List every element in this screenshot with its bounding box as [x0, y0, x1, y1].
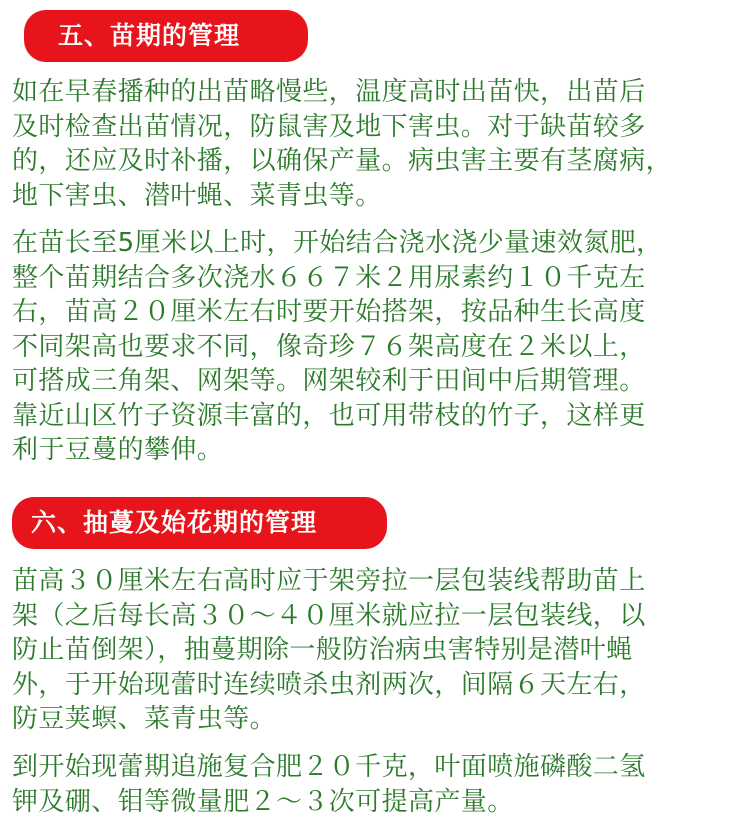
text-line: 架（之后每长高３０～４０厘米就应拉一层包装线，以 — [12, 600, 646, 631]
text-line: 利于豆蔓的攀伸。 — [12, 435, 224, 465]
section-5-paragraph-2 — [12, 226, 742, 468]
text-line: 防止苗倒架），抽蔓期除一般防治病虫害特别是潜叶蝇 — [12, 635, 633, 665]
text-line: 钾及硼、钼等微量肥２～３次可提高产量。 — [12, 786, 514, 817]
text-line: 不同架高也要求不同，像奇珍７６架高度在２米以上， — [12, 331, 646, 362]
text-line: 苗高３０厘米左右高时应于架旁拉一层包装线帮助苗上 — [12, 566, 646, 596]
section-6-paragraph-2 — [12, 750, 742, 819]
section-5-heading: 五、苗期的管理 — [24, 10, 308, 62]
text-line: 如在早春播种的出苗略慢些，温度高时出苗快，出苗后 — [12, 77, 646, 107]
text-line: 可搭成三角架、网架等。网架较利于田间中后期管理。 — [12, 366, 646, 396]
section-6-paragraph-1 — [12, 564, 742, 737]
text-line: 及时检查出苗情况，防鼠害及地下害虫。对于缺苗较多 — [12, 111, 646, 142]
text-line: 整个苗期结合多次浇水６６７米２用尿素约１０千克左 — [12, 262, 646, 293]
text-line: 右，苗高２０厘米左右时要开始搭架，按品种生长高度 — [12, 297, 646, 327]
text-line: 到开始现蕾期追施复合肥２０千克，叶面喷施磷酸二氢 — [12, 752, 646, 782]
section-5-paragraph-1 — [12, 75, 742, 213]
text-line: 靠近山区竹子资源丰富的，也可用带枝的竹子，这样更 — [12, 400, 646, 431]
text-line: 的，还应及时补播，以确保产量。病虫害主要有茎腐病， — [12, 146, 673, 176]
section-6-heading: 六、抽蔓及始花期的管理 — [12, 497, 387, 549]
text-line: 防豆荚螟、菜青虫等。 — [12, 704, 277, 734]
text-line: 地下害虫、潜叶蝇、菜青虫等。 — [12, 180, 382, 211]
text-line: 外，于开始现蕾时连续喷杀虫剂两次，间隔６天左右， — [12, 669, 646, 700]
text-line: 在苗长至5厘米以上时，开始结合浇水浇少量速效氮肥， — [12, 228, 663, 258]
